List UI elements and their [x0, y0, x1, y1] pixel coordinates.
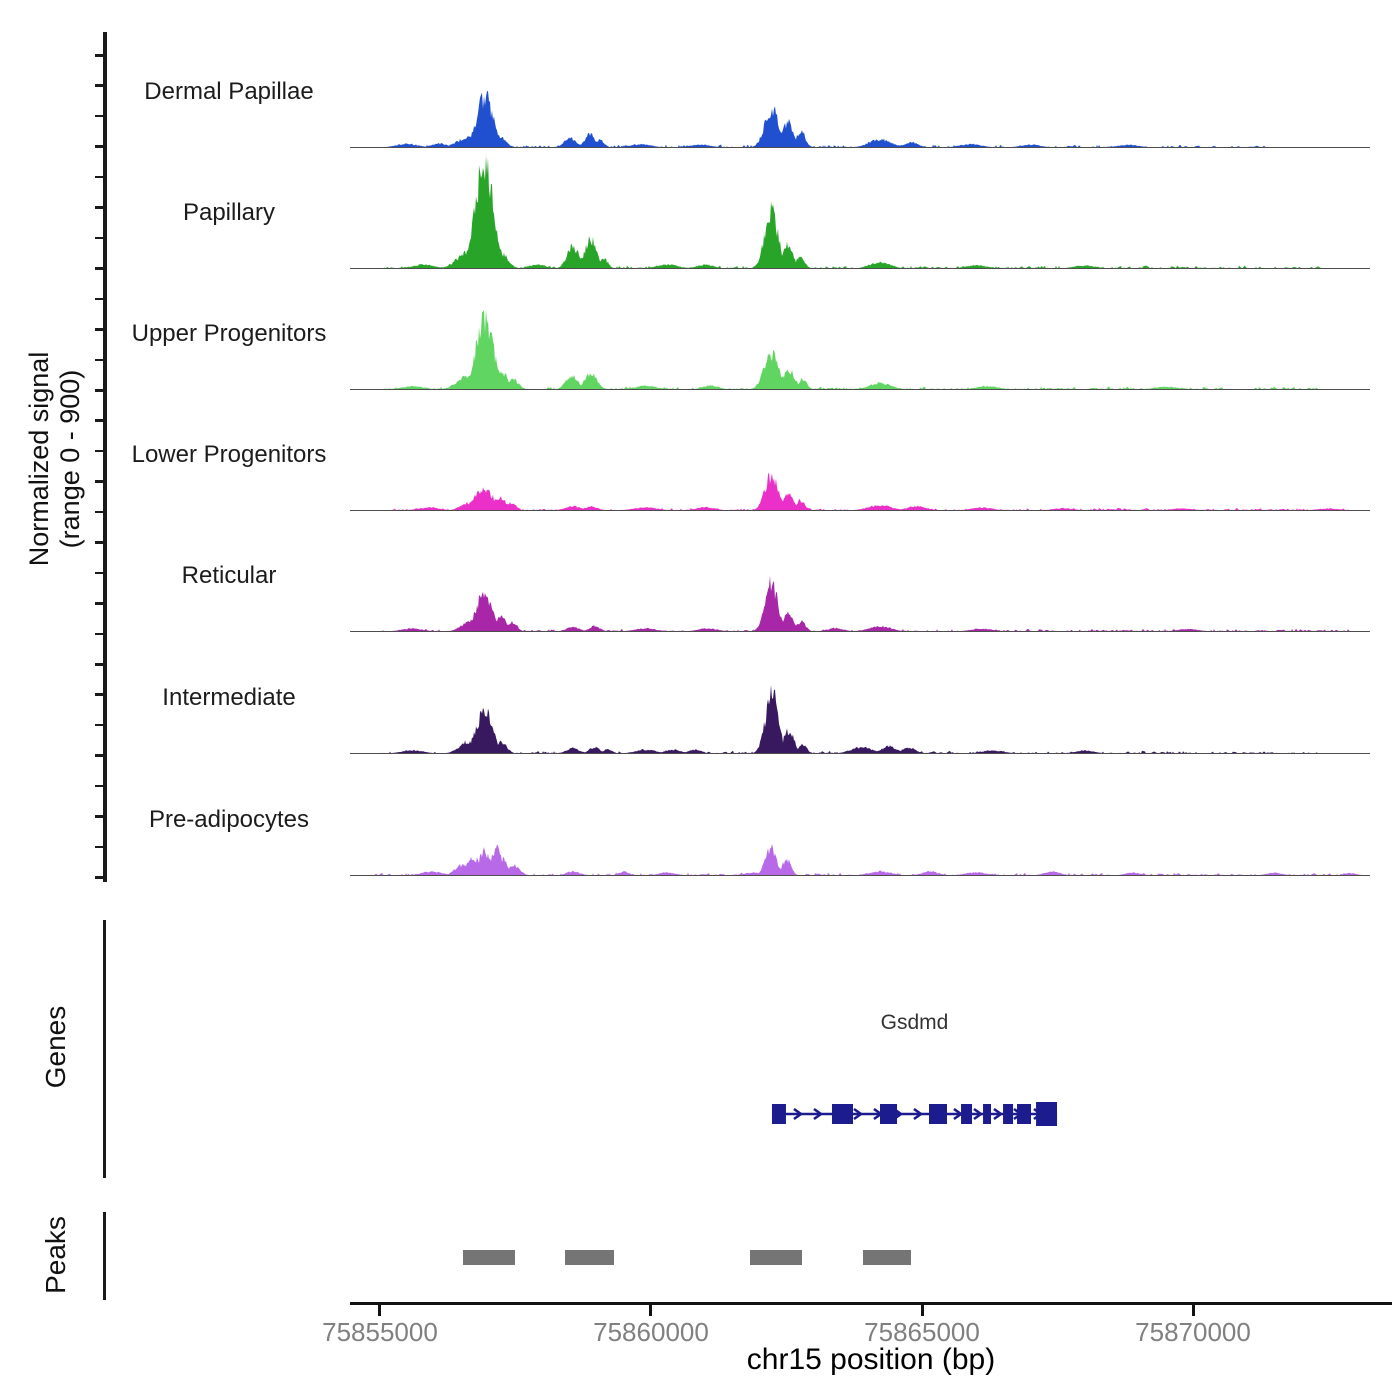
peak-interval-box [463, 1250, 515, 1265]
track-signal-reticular [350, 516, 1370, 632]
y-axis-tick [95, 419, 104, 422]
y-axis-tick [95, 145, 104, 148]
track-label-dermal-papillae: Dermal Papillae [144, 78, 314, 105]
y-axis-tick [95, 541, 104, 544]
gene-exon [961, 1104, 972, 1124]
x-axis-tick [921, 1305, 924, 1316]
x-axis-title: chr15 position (bp) [746, 1343, 996, 1376]
y-axis-tick [95, 237, 104, 240]
signal-area [350, 91, 1370, 147]
x-axis-tick-label: 75860000 [593, 1317, 709, 1347]
y-axis-tick [95, 724, 104, 727]
gene-exon [1017, 1104, 1031, 1124]
track-label-reticular: Reticular [181, 562, 277, 589]
signal-area [350, 576, 1370, 632]
gene-exon [880, 1104, 897, 1124]
y-axis-tick [95, 176, 104, 179]
y-axis-tick [95, 876, 104, 879]
y-axis-label-line1: Normalized signal [24, 351, 54, 567]
track-signal-papillary [350, 153, 1370, 269]
peak-interval-box [863, 1250, 911, 1265]
track-signal-lower-progenitors [350, 395, 1370, 511]
y-axis-tick [95, 480, 104, 483]
y-axis-tick [95, 633, 104, 636]
gene-exon [832, 1104, 853, 1124]
x-axis-tick [649, 1305, 652, 1316]
track-signal-upper-progenitors [350, 274, 1370, 390]
y-axis-tick [95, 359, 104, 362]
track-signal-dermal-papillae [350, 32, 1370, 148]
track-label-intermediate: Intermediate [162, 684, 296, 711]
x-axis-tick-label: 75865000 [864, 1317, 980, 1347]
signal-area [350, 156, 1370, 269]
y-axis-tick [95, 267, 104, 270]
gene-exon [929, 1104, 947, 1124]
y-axis-tick [95, 115, 104, 118]
x-axis-tick-label: 75855000 [322, 1317, 438, 1347]
track-label-upper-progenitors: Upper Progenitors [131, 320, 327, 347]
gene-exon [1036, 1102, 1057, 1126]
y-axis-tick [95, 389, 104, 392]
peak-interval-box [565, 1250, 614, 1265]
gene-exon [1003, 1104, 1013, 1124]
y-axis-tick [95, 754, 104, 757]
genes-axis-line [103, 920, 106, 1178]
peaks-section-label: Peaks [40, 1216, 71, 1294]
y-axis-tick [95, 54, 104, 57]
track-signal-pre-adipocytes [350, 760, 1370, 876]
x-axis-tick [1192, 1305, 1195, 1316]
y-axis-tick [95, 298, 104, 301]
y-axis-tick [95, 785, 104, 788]
signal-area [350, 309, 1370, 390]
genes-section-label: Genes [40, 1005, 71, 1089]
gene-exon [772, 1104, 786, 1124]
signal-area [350, 844, 1370, 876]
track-label-lower-progenitors: Lower Progenitors [131, 441, 327, 468]
gene-exon [983, 1104, 991, 1124]
peak-interval-box [750, 1250, 802, 1265]
y-axis-tick [95, 663, 104, 666]
signal-area [350, 685, 1370, 754]
gene-model-gsdmd [350, 1096, 1370, 1136]
track-label-pre-adipocytes: Pre-adipocytes [148, 806, 310, 833]
y-axis-tick [95, 511, 104, 514]
gene-name-label: Gsdmd [880, 1011, 949, 1034]
y-axis-tick [95, 846, 104, 849]
track-signal-intermediate [350, 638, 1370, 754]
y-axis-tick [95, 602, 104, 605]
peaks-axis-line [103, 1212, 106, 1300]
signal-area [350, 472, 1370, 510]
x-axis-line [350, 1302, 1392, 1305]
track-label-papillary: Papillary [182, 199, 276, 226]
x-axis-tick [378, 1305, 381, 1316]
y-axis-label [24, 29, 88, 889]
y-axis-label-line2: (range 0 - 900) [55, 369, 85, 549]
x-axis-tick-label: 75870000 [1135, 1317, 1251, 1347]
